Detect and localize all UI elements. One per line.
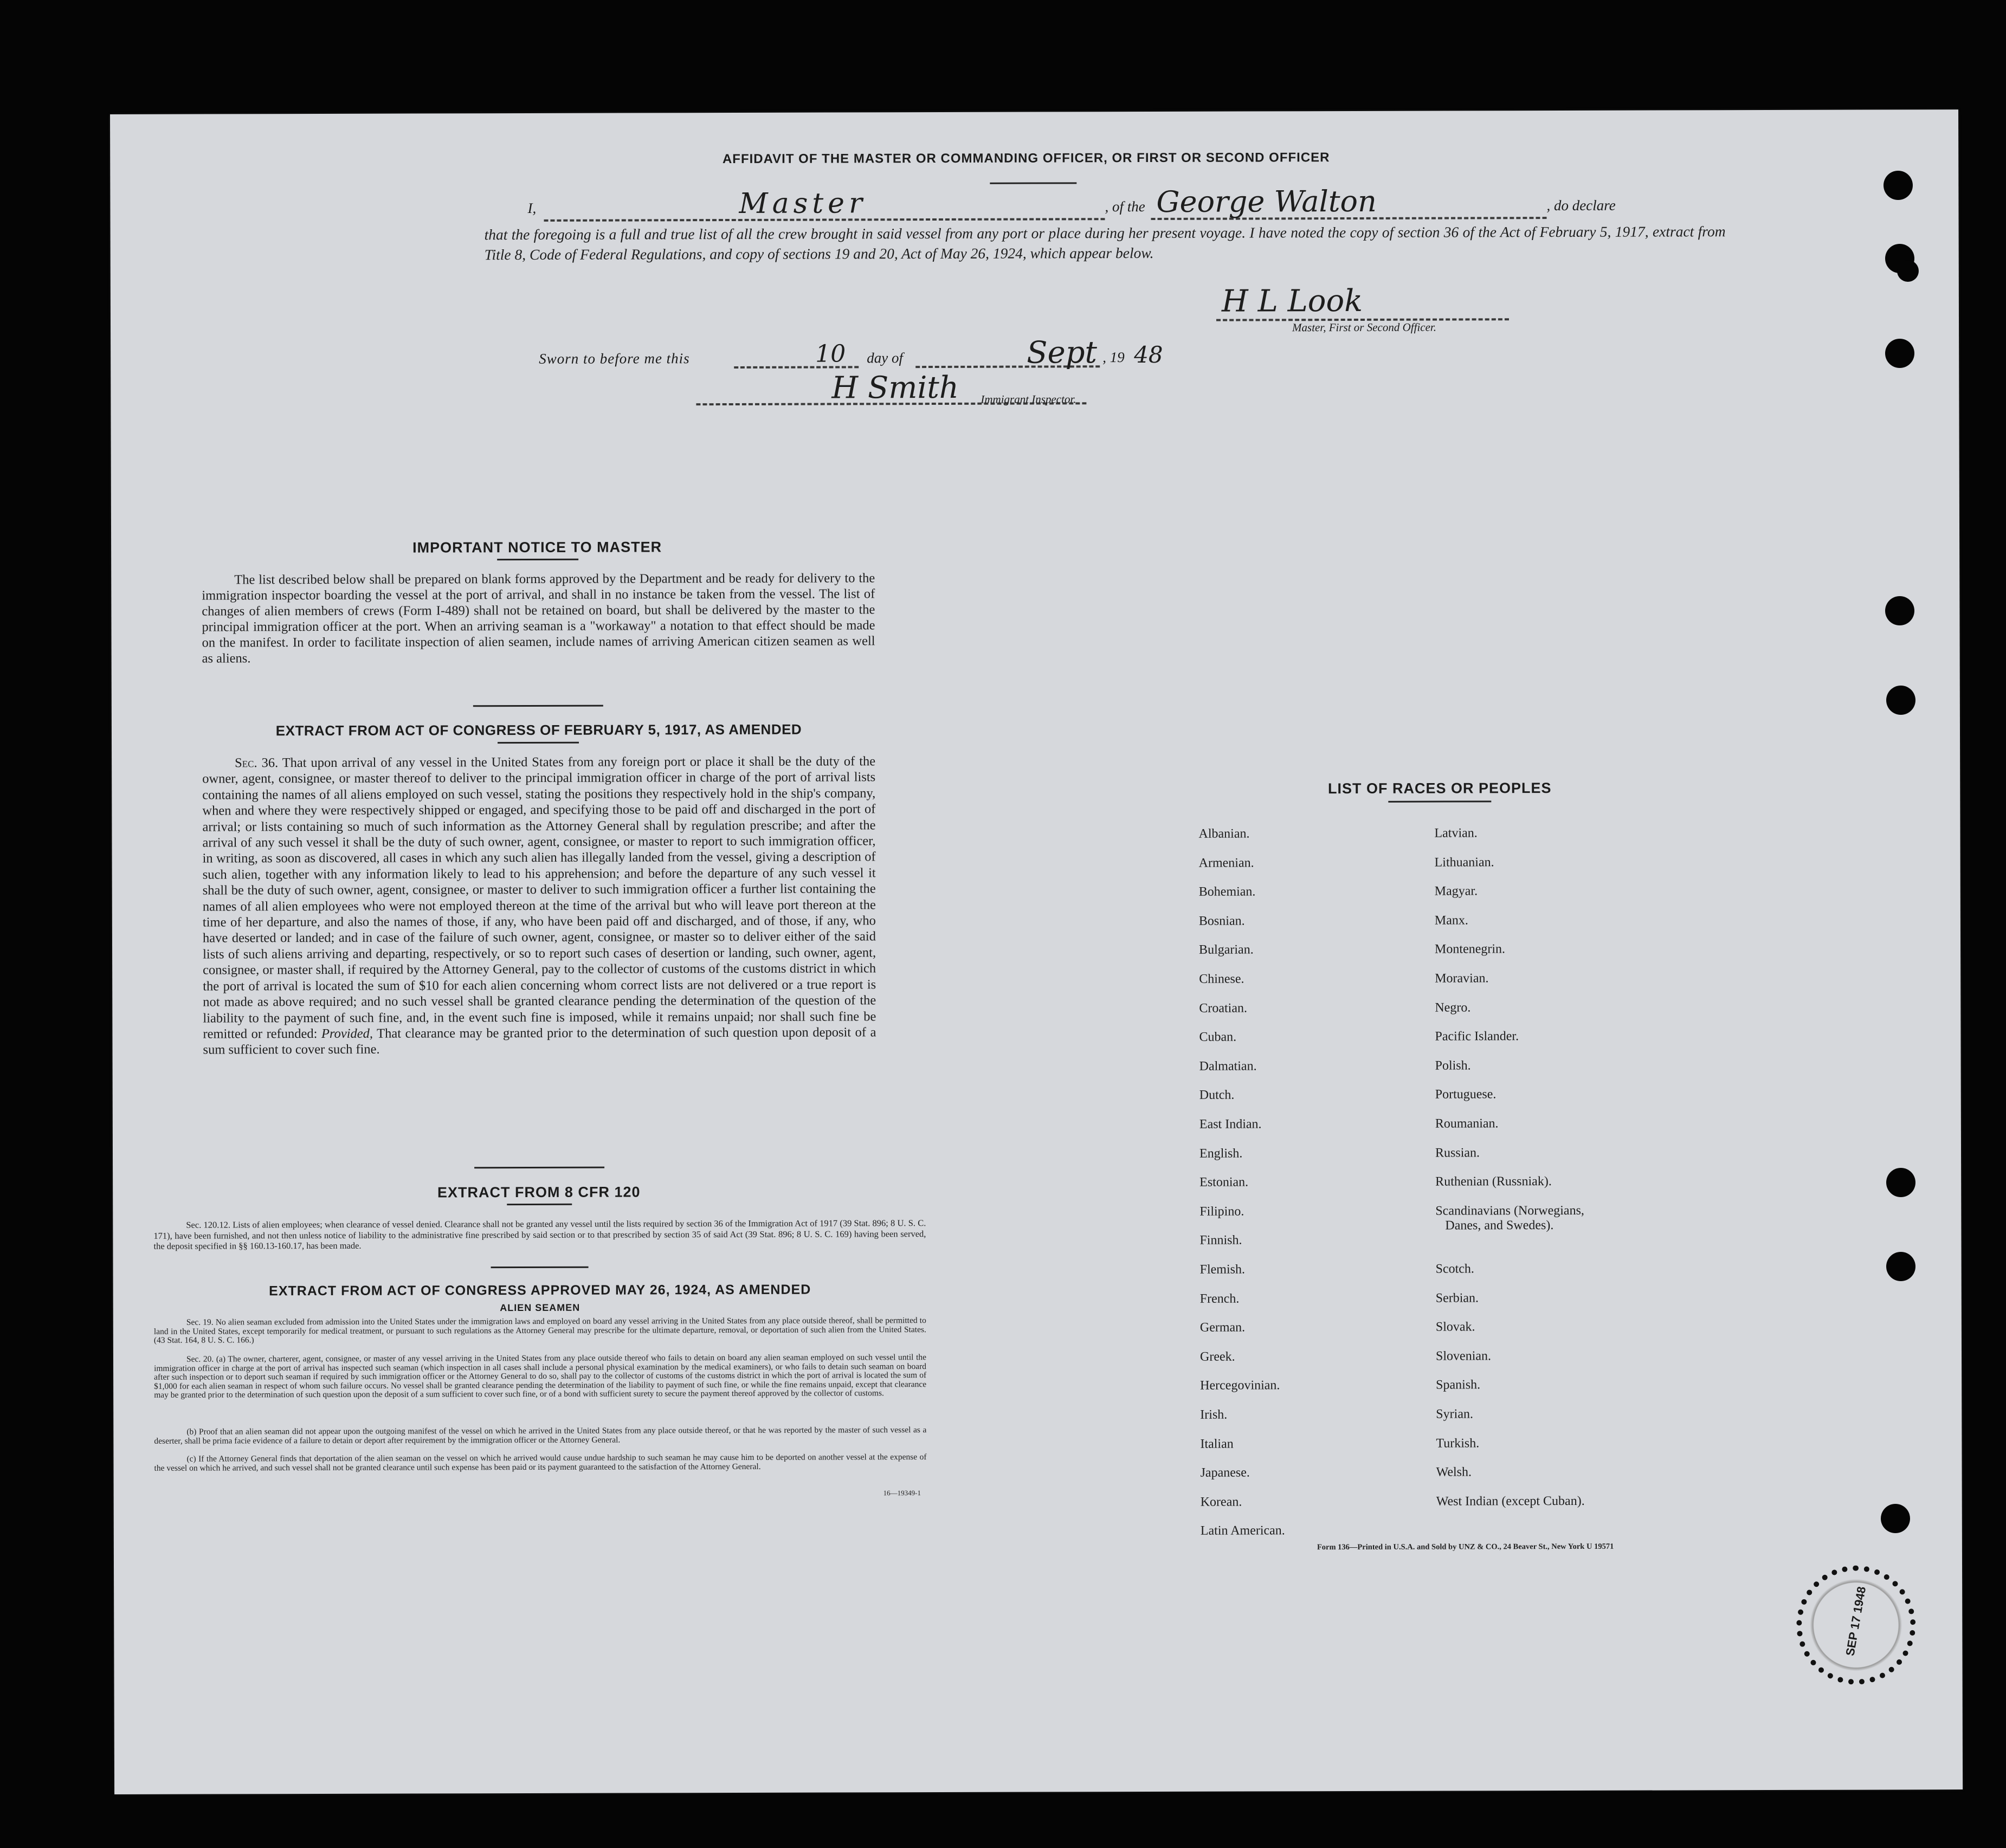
races-title: LIST OF RACES OR PEOPLES <box>1327 780 1552 797</box>
extract-1924-title: EXTRACT FROM ACT OF CONGRESS APPROVED MAY 26, 1924, AS AMENDED <box>269 1282 811 1299</box>
race-item: Croatian. <box>1199 1001 1247 1016</box>
race-item: Filipino. <box>1199 1204 1244 1219</box>
sec-20a-text: Sec. 20. (a) The owner, charterer, agent, consignee, or master of any vessel arriving in the United States from any place outside thereof who fails to detain on board any alien seaman employed on such vessel until the immigration officer in charge at the port of arrival has inspected such seaman (which inspection in all cases shall include a personal physical examination by the medical examiners), or who fails to detain such seaman on board after such inspection or to deport such seaman if required by such immigration officer or the Attorney General to do so, shall pay to the collector of customs of the customs district in which the port of arrival is located the sum of $1,000 for each alien seaman in respect of whom such failure occurs. No vessel shall be granted clearance pending the determination of the liability to payment of such fine, or while the fine remains unpaid, except that clearance may be granted prior to the determination of such question upon the deposit of a sum sufficient to cover such fine, or of a bond with sufficient surety to secure the payment thereof approved by the collector of customs. <box>154 1353 927 1400</box>
prefix-i: I, <box>527 199 537 216</box>
race-item: Russian. <box>1435 1145 1480 1160</box>
handwritten-day: 10 <box>815 340 846 368</box>
notice-end-rule <box>473 705 603 707</box>
extract-1917-title: EXTRACT FROM ACT OF CONGRESS OF FEBRUARY 5, 1917, AS AMENDED <box>275 721 802 739</box>
race-item: Finnish. <box>1199 1233 1242 1248</box>
day-of-text: day of <box>867 350 903 366</box>
race-item: Pacific Islander. <box>1435 1029 1519 1044</box>
race-item: Latin American. <box>1200 1523 1285 1539</box>
provided-text: That clearance may be granted prior to the determination of such question upon deposit of a sum sufficient to cover such fine. <box>203 1025 876 1057</box>
sec-36-label: Sec. 36. <box>235 755 279 771</box>
document-page <box>110 109 1963 1794</box>
race-item: Estonian. <box>1199 1175 1249 1190</box>
race-item: Turkish. <box>1436 1436 1480 1451</box>
race-item: Welsh. <box>1436 1465 1472 1479</box>
race-item: Polish. <box>1435 1058 1471 1073</box>
race-item: Portuguese. <box>1435 1087 1497 1102</box>
extract-1917-end-rule <box>474 1167 604 1169</box>
affidavit-title: AFFIDAVIT OF THE MASTER OR COMMANDING OFFICER, OR FIRST OR SECOND OFFICER <box>722 150 1330 167</box>
race-item: Scandinavians (Norwegians, Danes, and Swedes). <box>1435 1203 1584 1233</box>
inspector-caption: Immigrant Inspector. <box>981 392 1076 406</box>
handwritten-month: Sept <box>1027 335 1098 371</box>
race-item: Dutch. <box>1199 1088 1235 1103</box>
extract-cfr-rule <box>507 1204 572 1205</box>
race-item: Magyar. <box>1434 884 1478 899</box>
notice-text: The list described below shall be prepared on blank forms approved by the Department and be ready for delivery to the immigration inspector boarding the vessel at the port of arrival, and shall in no instance be taken from the vessel. The list of changes of alien members of crews (Form I-489) shall not be retained on board, but shall be delivered by the master to the principal immigration officer at the port. When an arriving seaman is a "workaway" a notation to that effect should be made on the manifest. In order to facilitate inspection of alien seamen, include names of arriving American citizen seamen as well as aliens. <box>202 571 875 666</box>
binder-hole <box>1886 1168 1915 1197</box>
form-note: Form 136—Printed in U.S.A. and Sold by UNZ & CO., 24 Beaver St., New York U 19571 <box>1317 1542 1614 1552</box>
race-item: Syrian. <box>1436 1407 1473 1421</box>
race-item: Scotch. <box>1435 1262 1474 1276</box>
master-signature: H L Look <box>1221 283 1363 319</box>
extract-cfr-text: Sec. 120.12. Lists of alien employees; when clearance of vessel denied. Clearance shall not be granted any vessel until the lists required by section 36 of the Immigration Act of 1917 (39 Stat. 896; 8 U. S. C. 171), have been furnished, and not then unless notice of liability to the administrative fine prescribed by said section or to that prescribed by section 35 of said Act (39 Stat. 896; 8 U. S. C. 169) having been served, the deposit specified in §§ 160.13-160.17, has been made. <box>153 1218 926 1251</box>
race-item: German. <box>1199 1320 1246 1335</box>
extract-1924-subtitle: ALIEN SEAMEN <box>500 1302 580 1314</box>
notice-title: IMPORTANT NOTICE TO MASTER <box>412 539 662 556</box>
master-caption: Master, First or Second Officer. <box>1292 320 1437 334</box>
do-declare-text: , do declare <box>1546 197 1616 214</box>
race-item: Armenian. <box>1198 856 1254 870</box>
race-item: French. <box>1199 1291 1240 1306</box>
race-item: Roumanian. <box>1435 1116 1499 1131</box>
race-item: Cuban. <box>1199 1030 1237 1044</box>
race-item: English. <box>1199 1146 1243 1161</box>
race-item: Flemish. <box>1199 1262 1245 1277</box>
of-the-text: , of the <box>1105 198 1145 215</box>
races-left-column <box>110 109 1958 114</box>
race-item: Spanish. <box>1436 1378 1481 1392</box>
binder-hole <box>1897 260 1919 282</box>
race-item: Bulgarian. <box>1199 942 1254 958</box>
affidavit-body: that the foregoing is a full and true list of all the crew brought in said vessel from any port or place during her present voyage. I have noted the copy of section 36 of the Act of February 5, 1917, extract from Title 8, Code of Federal Regulations, and copy of sections 19 and 20, Act of May 26, 1924, which appear below. <box>484 223 1726 263</box>
race-item: Lithuanian. <box>1434 855 1494 870</box>
inspector-signature: H Smith <box>831 370 959 406</box>
handwritten-year: 48 <box>1134 341 1163 369</box>
race-item: Irish. <box>1200 1407 1228 1422</box>
sec-36-body: That upon arrival of any vessel in the United States from any foreign port or place it shall be the duty of the owner, agent, consignee, or master thereof to deliver to the principal immigration officer in charge of the port of arrival lists containing the names of all aliens employed on such vessel, stating the positions they respectively hold in the ship's company, when and where they were respectively shipped or engaged, and specifying those to be paid off and discharged in the port of arrival; or lists containing so much of such information as the Attorney General shall by regulation prescribe; and after the arrival of any such vessel it shall be the duty of such owner, agent, consignee, or master to report to such immigration officer, in writing, as soon as discovered, all cases in which any such alien has illegally landed from the vessel, giving a description of such alien, together with any information likely to lead to his apprehension; and before the departure of any such vessel it shall be the duty of such owner, agent, consignee, or master to deliver to such immigration officer a further list containing the names of all alien employees who were not employed thereon at the time of the arrival but who will leave port thereon at the time of her departure, and also the names of those, if any, who have been paid off and discharged, and of those, if any, who have deserted or landed; and in case of the failure of such owner, agent, consignee, or master so to deliver either of the said lists of such aliens arriving and departing, respectively, or so to report such cases of desertion or landing, such owner, agent, consignee, or master shall, if required by the Attorney General, pay to the collector of customs of the customs district in which the port of arrival is located the sum of $10 for each alien concerning whom correct lists are not delivered or a true report is not made as above required; and no such vessel shall be granted clearance pending the determination of the question of the liability to the payment of such fine, and, in the event such fine is imposed, while it remains unpaid; nor shall such fine be remitted or refunded: <box>202 754 876 1042</box>
race-item: West Indian (except Cuban). <box>1436 1494 1585 1509</box>
race-item: Hercegovinian. <box>1200 1378 1280 1393</box>
title-rule <box>990 182 1076 184</box>
race-item: Italian <box>1200 1437 1234 1451</box>
race-item: Montenegrin. <box>1435 942 1506 957</box>
date-stamp <box>1796 1565 1916 1685</box>
binder-hole <box>1886 686 1915 715</box>
form-code: 16—19349-1 <box>883 1489 921 1497</box>
races-right-column <box>110 109 1958 114</box>
race-item: Chinese. <box>1199 972 1244 986</box>
sec-19-text: Sec. 19. No alien seaman excluded from admission into the United States under the immigration laws and employed on board any vessel arriving in the United States from any place outside thereof, shall be permitted to land in the United States, except temporarily for medical treatment, or pursuant to such regulations as the Attorney General may prescribe for the ultimate departure, removal, or deportation of such alien from the United States. (43 Stat. 164, 8 U. S. C. 166.) <box>153 1316 926 1345</box>
stamp-text: SEP 17 1948 <box>1843 1585 1869 1657</box>
binder-hole <box>1886 1252 1915 1281</box>
race-item: Moravian. <box>1435 971 1489 986</box>
handwritten-rank: Master <box>739 187 867 220</box>
race-item: Ruthenian (Russniak). <box>1435 1174 1552 1189</box>
race-item: Japanese. <box>1200 1465 1250 1480</box>
race-item: Dalmatian. <box>1199 1059 1257 1074</box>
race-item: Slovak. <box>1435 1320 1475 1334</box>
handwritten-vessel: George Walton <box>1156 184 1377 219</box>
extract-cfr-title: EXTRACT FROM 8 CFR 120 <box>437 1184 641 1201</box>
binder-hole <box>1881 1504 1910 1533</box>
provided-label: Provided, <box>321 1026 373 1041</box>
extract-1917-rule <box>498 742 579 744</box>
sec-20c-text: (c) If the Attorney General finds that deportation of the alien seaman on the vessel on which he arrived would cause undue hardship to such seaman he may cause him to be deported on another vessel at the expense of the vessel on which he arrived, and such vessel shall not be granted clearance until such expense has been paid or its payment guaranteed to the satisfaction of the Attorney General. <box>154 1452 927 1473</box>
binder-hole <box>1884 171 1913 200</box>
sec-20b-text: (b) Proof that an alien seaman did not appear upon the outgoing manifest of the vessel on which he arrived in the United States from any place outside thereof, or that he was reported by the master of such vessel as a deserter, shall be prima facie evidence of a failure to detain or deport after requirement by the immigration officer or the Attorney General. <box>154 1425 927 1446</box>
year-prefix: , 19 <box>1102 349 1125 366</box>
race-item: Negro. <box>1435 1000 1471 1015</box>
race-item: Slovenian. <box>1435 1349 1492 1364</box>
race-item: Manx. <box>1434 913 1468 928</box>
race-item: Bohemian. <box>1198 884 1256 899</box>
race-item: Greek. <box>1199 1349 1235 1364</box>
sworn-prefix: Sworn to before me this <box>539 350 690 367</box>
extract-1917-text <box>202 753 876 1058</box>
race-item: Bosnian. <box>1198 914 1245 928</box>
race-item: Latvian. <box>1434 826 1478 841</box>
race-item: East Indian. <box>1199 1117 1262 1132</box>
race-item: Korean. <box>1200 1495 1242 1509</box>
notice-rule <box>497 559 578 560</box>
race-item: Albanian. <box>1198 826 1250 841</box>
binder-hole <box>1885 596 1914 625</box>
races-rule <box>1388 800 1491 802</box>
binder-hole <box>1885 339 1914 368</box>
extract-cfr-end-rule <box>491 1267 589 1268</box>
race-item: Serbian. <box>1435 1290 1479 1306</box>
